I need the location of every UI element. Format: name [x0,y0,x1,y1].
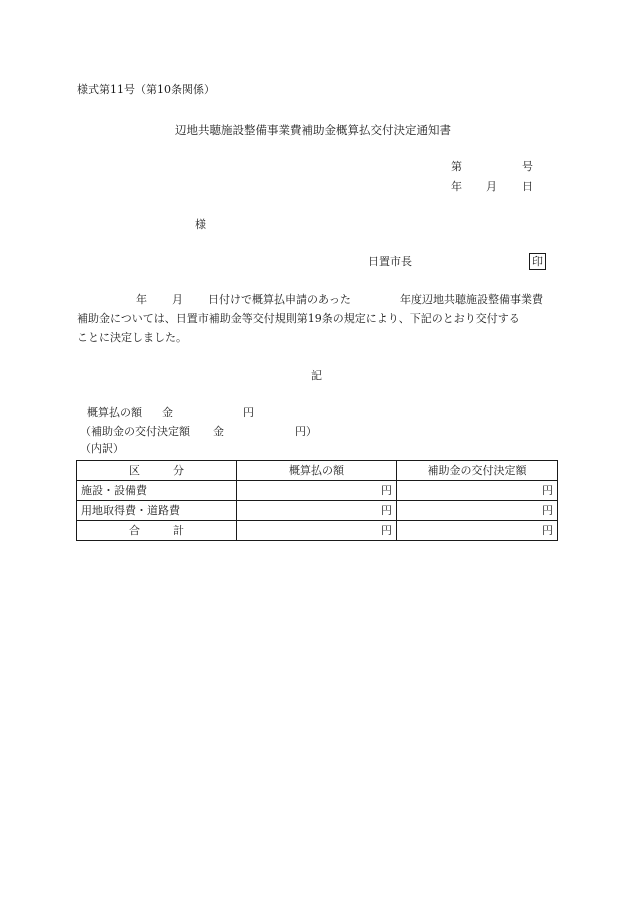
date-year: 年 [451,180,462,193]
breakdown-table [76,460,558,541]
header-category: 区 分 [77,461,237,481]
body-month: 月 [172,293,183,306]
form-number: 様式第11号（第10条関係） [77,83,215,96]
date-month: 月 [486,180,497,193]
body-line1-tail: 年度辺地共聴施設整備事業費 [400,293,543,306]
row-decision: 円 [397,481,558,501]
row-category: 合 計 [77,521,237,541]
recipient-suffix: 様 [195,218,206,231]
advance-amount-yen: 円 [243,406,254,419]
doc-number-go: 号 [522,160,533,173]
body-year: 年 [136,293,147,306]
row-category: 施設・設備費 [77,481,237,501]
decision-amount-kin: 金 [213,425,224,438]
table-header-row [77,461,558,481]
header-decision: 補助金の交付決定額 [397,461,558,481]
advance-amount-kin: 金 [162,406,173,419]
row-advance: 円 [237,521,397,541]
table-row-total [77,521,558,541]
table-row [77,481,558,501]
seal-stamp: 印 [529,253,546,270]
row-advance: 円 [237,501,397,521]
row-decision: 円 [397,521,558,541]
body-line2: 補助金については、日置市補助金等交付規則第19条の規定により、下記のとおり交付する [77,312,520,325]
issuer: 日置市長 [368,255,412,268]
body-line3: ことに決定しました。 [77,331,187,344]
ki-heading: 記 [311,369,322,382]
breakdown-label: （内訳） [80,442,124,455]
row-category: 用地取得費・道路費 [77,501,237,521]
header-advance: 概算払の額 [237,461,397,481]
row-advance: 円 [237,481,397,501]
body-line1: 日付けで概算払申請のあった [208,293,351,306]
advance-amount-label: 概算払の額 [87,406,142,419]
doc-number-dai: 第 [451,160,462,173]
row-decision: 円 [397,501,558,521]
decision-amount-yen: 円） [295,425,317,438]
document-title: 辺地共聴施設整備事業費補助金概算払交付決定通知書 [175,123,451,137]
decision-amount-label: （補助金の交付決定額 [80,425,190,438]
date-day: 日 [522,180,533,193]
table-row [77,501,558,521]
